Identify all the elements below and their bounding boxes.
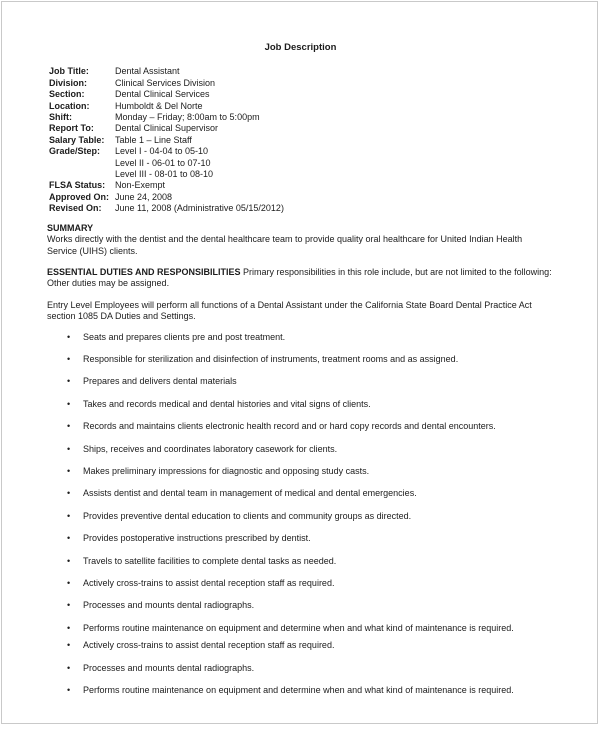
document-page xyxy=(1,1,598,724)
field-label: Shift: xyxy=(49,112,72,123)
field-value: Humboldt & Del Norte xyxy=(115,100,203,111)
field-row-revised-on xyxy=(49,203,554,214)
duty-item: • Responsible for sterilization and disinfection of instruments, treatment rooms and as assigned. xyxy=(83,354,554,365)
job-info-fields xyxy=(49,66,554,214)
entry-level-paragraph: Entry Level Employees will perform all functions of a Dental Assistant under the California State Board Dental Practice Act section 1085 DA Duties and Settings. xyxy=(47,299,532,322)
field-row-flsa-status xyxy=(49,180,554,191)
duties-intro xyxy=(47,266,557,290)
duty-item: • Provides preventive dental education to clients and community groups as directed. xyxy=(83,511,554,522)
page-title: Job Description xyxy=(264,42,337,53)
duty-item: • Processes and mounts dental radiographs. xyxy=(83,600,554,611)
duty-item: • Records and maintains clients electronic health record and or hard copy records and dental encounters. xyxy=(83,421,554,432)
field-row-division xyxy=(49,78,554,89)
field-value: Dental Clinical Supervisor xyxy=(115,123,219,134)
field-row-job-title xyxy=(49,66,554,77)
field-label: Job Title: xyxy=(49,66,89,77)
field-row-grade-step-3 xyxy=(49,169,554,180)
duty-item: • Actively cross-trains to assist dental reception staff as required. xyxy=(83,640,554,651)
duties-list xyxy=(47,332,554,697)
duty-item: • Performs routine maintenance on equipment and determine when and what kind of maintenance is required. xyxy=(83,623,554,634)
field-row-grade-step xyxy=(49,146,554,157)
field-value: Level I - 04-04 to 05-10 xyxy=(115,146,209,157)
duty-item: • Travels to satellite facilities to complete dental tasks as needed. xyxy=(83,556,554,567)
field-value: Level III - 08-01 to 08-10 xyxy=(115,169,214,180)
field-label: Grade/Step: xyxy=(49,146,101,157)
field-label: Report To: xyxy=(49,123,94,134)
field-row-grade-step-2 xyxy=(49,158,554,169)
field-value: Dental Assistant xyxy=(115,66,180,77)
field-label xyxy=(49,169,115,180)
field-row-section xyxy=(49,89,554,100)
field-value: Table 1 – Line Staff xyxy=(115,134,192,145)
field-value: June 11, 2008 (Administrative 05/15/2012) xyxy=(115,203,284,214)
duty-item: • Ships, receives and coordinates laboratory casework for clients. xyxy=(83,444,554,455)
field-row-shift xyxy=(49,112,554,123)
field-label: Location: xyxy=(49,100,90,111)
field-label xyxy=(49,158,115,169)
field-value: June 24, 2008 xyxy=(115,191,173,202)
duty-item: • Prepares and delivers dental materials xyxy=(83,376,554,387)
field-label: Revised On: xyxy=(49,203,102,214)
duty-item: • Takes and records medical and dental histories and vital signs of clients. xyxy=(83,399,554,410)
field-value: Clinical Services Division xyxy=(115,77,216,88)
duties-heading: ESSENTIAL DUTIES AND RESPONSIBILITIES xyxy=(47,266,241,277)
duty-item: • Processes and mounts dental radiographs. xyxy=(83,663,554,674)
field-label: Approved On: xyxy=(49,191,109,202)
field-value: Non-Exempt xyxy=(115,180,166,191)
field-label: Section: xyxy=(49,89,85,100)
field-value: Level II - 06-01 to 07-10 xyxy=(115,157,211,168)
summary-heading: SUMMARY xyxy=(47,222,94,233)
field-value: Dental Clinical Services xyxy=(115,89,210,100)
field-label: FLSA Status: xyxy=(49,180,106,191)
summary-text: Works directly with the dentist and the dental healthcare team to provide quality oral healthcare for United Indian Health Service (UIHS) clients. xyxy=(47,234,523,256)
duty-item: • Actively cross-trains to assist dental reception staff as required. xyxy=(83,578,554,589)
field-label: Salary Table: xyxy=(49,134,105,145)
duty-item: • Performs routine maintenance on equipment and determine when and what kind of maintenance is required. xyxy=(83,685,554,696)
duty-item: • Seats and prepares clients pre and post treatment. xyxy=(83,332,554,343)
field-row-report-to xyxy=(49,123,554,134)
duties-intro-text: Primary responsibilities in this role include, but are not limited to the following: Other duties may be assigned. xyxy=(47,266,557,289)
duty-item: • Provides postoperative instructions prescribed by dentist. xyxy=(83,533,554,544)
field-label: Division: xyxy=(49,77,88,88)
duty-item: • Assists dentist and dental team in management of medical and dental emergencies. xyxy=(83,488,554,499)
field-value: Monday – Friday; 8:00am to 5:00pm xyxy=(115,112,260,123)
field-row-location xyxy=(49,101,554,112)
field-row-salary-table xyxy=(49,135,554,146)
duty-item: • Makes preliminary impressions for diagnostic and opposing study casts. xyxy=(83,466,554,477)
field-row-approved-on xyxy=(49,192,554,203)
